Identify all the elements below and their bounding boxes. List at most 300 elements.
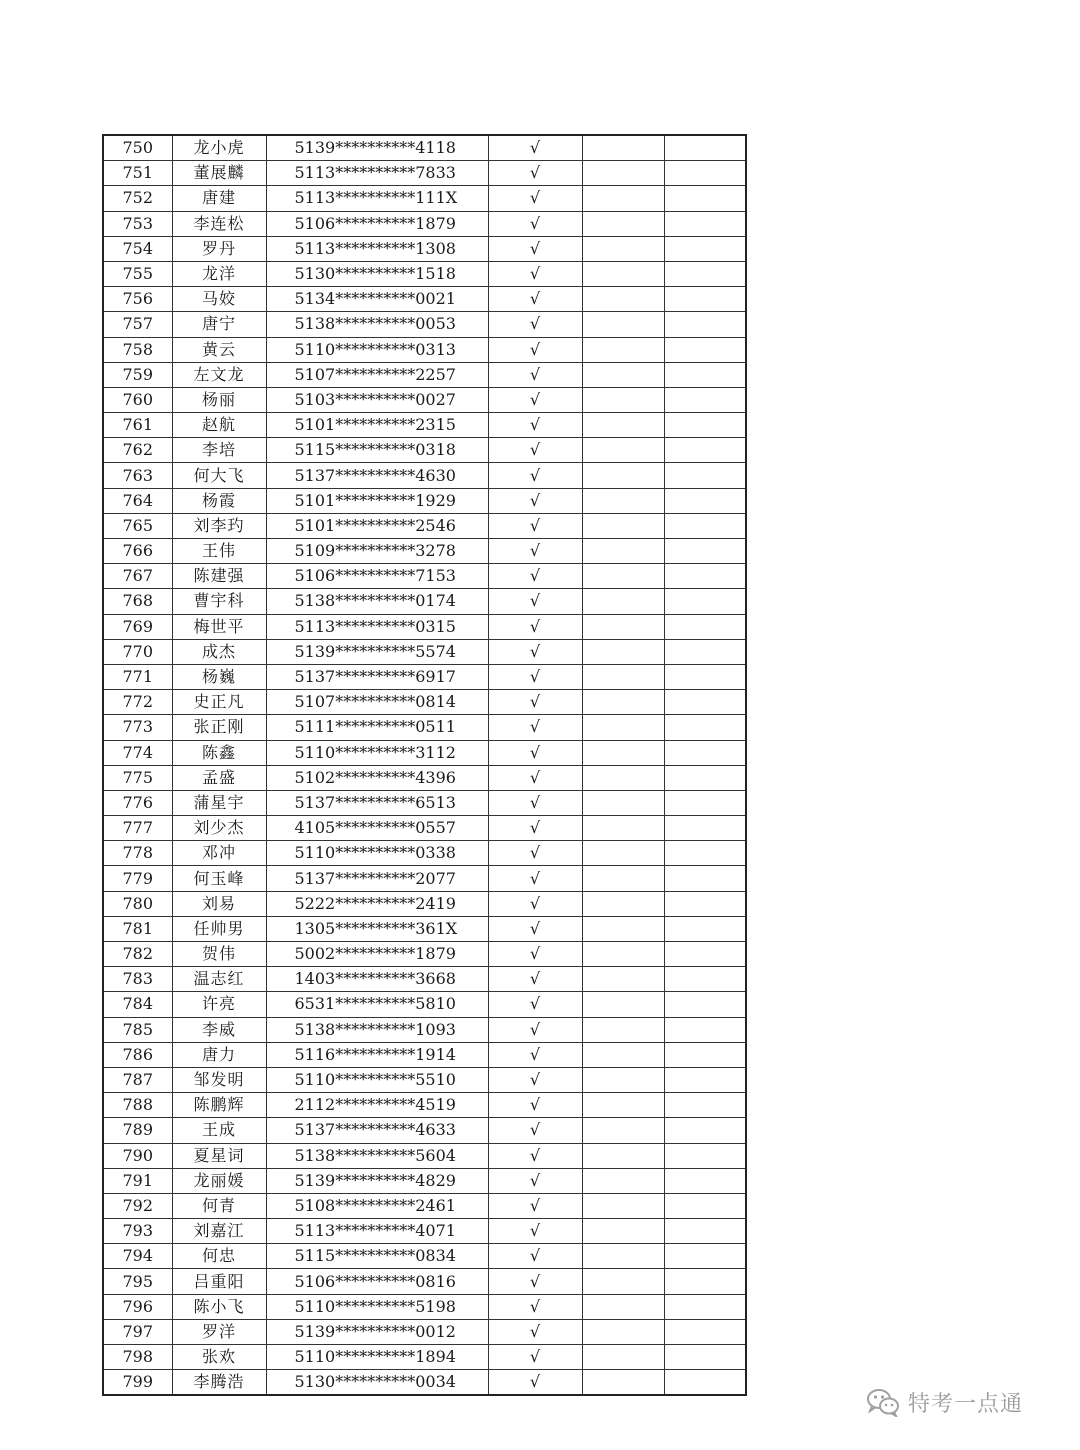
row-number: 795 xyxy=(103,1269,172,1294)
table-row xyxy=(103,942,746,967)
row-check-mark: √ xyxy=(488,1093,582,1118)
row-blank-cell xyxy=(582,236,664,261)
row-name: 温志红 xyxy=(172,967,266,992)
row-name: 陈鹏辉 xyxy=(172,1093,266,1118)
table-row xyxy=(103,362,746,387)
table-row xyxy=(103,1345,746,1370)
table-row xyxy=(103,1219,746,1244)
row-check-mark: √ xyxy=(488,1244,582,1269)
row-name: 许亮 xyxy=(172,992,266,1017)
table-row xyxy=(103,539,746,564)
row-check-mark: √ xyxy=(488,1042,582,1067)
row-id-number: 5110**********5198 xyxy=(266,1294,488,1319)
table-row xyxy=(103,841,746,866)
row-id-number: 5106**********1879 xyxy=(266,211,488,236)
row-number: 798 xyxy=(103,1345,172,1370)
table-row xyxy=(103,614,746,639)
row-name: 孟盛 xyxy=(172,765,266,790)
row-check-mark: √ xyxy=(488,1168,582,1193)
row-blank-cell xyxy=(582,1093,664,1118)
table-row xyxy=(103,186,746,211)
row-blank-cell xyxy=(664,261,746,286)
row-check-mark: √ xyxy=(488,1118,582,1143)
row-blank-cell xyxy=(582,362,664,387)
row-blank-cell xyxy=(664,916,746,941)
row-blank-cell xyxy=(582,261,664,286)
row-check-mark: √ xyxy=(488,816,582,841)
row-name: 陈建强 xyxy=(172,564,266,589)
row-name: 刘李玓 xyxy=(172,513,266,538)
row-id-number: 5130**********1518 xyxy=(266,261,488,286)
row-blank-cell xyxy=(582,1143,664,1168)
row-check-mark: √ xyxy=(488,1219,582,1244)
row-number: 777 xyxy=(103,816,172,841)
row-name: 黄云 xyxy=(172,337,266,362)
row-name: 邹发明 xyxy=(172,1067,266,1092)
row-id-number: 1403**********3668 xyxy=(266,967,488,992)
row-blank-cell xyxy=(582,891,664,916)
row-blank-cell xyxy=(582,312,664,337)
row-name: 赵航 xyxy=(172,413,266,438)
row-number: 786 xyxy=(103,1042,172,1067)
row-id-number: 5106**********7153 xyxy=(266,564,488,589)
row-check-mark: √ xyxy=(488,992,582,1017)
row-check-mark: √ xyxy=(488,589,582,614)
row-id-number: 5116**********1914 xyxy=(266,1042,488,1067)
row-name: 何青 xyxy=(172,1193,266,1218)
row-name: 李培 xyxy=(172,438,266,463)
row-blank-cell xyxy=(664,715,746,740)
row-check-mark: √ xyxy=(488,1067,582,1092)
row-number: 788 xyxy=(103,1093,172,1118)
row-number: 796 xyxy=(103,1294,172,1319)
row-blank-cell xyxy=(664,337,746,362)
row-check-mark: √ xyxy=(488,1345,582,1370)
row-number: 782 xyxy=(103,942,172,967)
watermark-text: 特考一点通 xyxy=(908,1391,1024,1417)
table-row xyxy=(103,413,746,438)
row-blank-cell xyxy=(664,891,746,916)
table-row xyxy=(103,1143,746,1168)
table-row xyxy=(103,916,746,941)
row-blank-cell xyxy=(664,1118,746,1143)
row-name: 陈鑫 xyxy=(172,740,266,765)
row-check-mark: √ xyxy=(488,664,582,689)
row-name: 何忠 xyxy=(172,1244,266,1269)
table-row xyxy=(103,992,746,1017)
row-name: 史正凡 xyxy=(172,690,266,715)
table-row xyxy=(103,1244,746,1269)
row-name: 龙丽媛 xyxy=(172,1168,266,1193)
row-blank-cell xyxy=(664,186,746,211)
row-blank-cell xyxy=(664,287,746,312)
row-id-number: 5002**********1879 xyxy=(266,942,488,967)
row-id-number: 5101**********2315 xyxy=(266,413,488,438)
table-row xyxy=(103,236,746,261)
row-number: 765 xyxy=(103,513,172,538)
row-name: 邓冲 xyxy=(172,841,266,866)
row-blank-cell xyxy=(664,614,746,639)
row-id-number: 1305**********361X xyxy=(266,916,488,941)
row-name: 夏星词 xyxy=(172,1143,266,1168)
row-blank-cell xyxy=(582,337,664,362)
row-id-number: 5107**********2257 xyxy=(266,362,488,387)
row-name: 王成 xyxy=(172,1118,266,1143)
row-blank-cell xyxy=(664,992,746,1017)
row-id-number: 5110**********0338 xyxy=(266,841,488,866)
row-check-mark: √ xyxy=(488,387,582,412)
row-number: 754 xyxy=(103,236,172,261)
row-blank-cell xyxy=(664,135,746,161)
table-row xyxy=(103,664,746,689)
row-name: 曹宇科 xyxy=(172,589,266,614)
table-row xyxy=(103,161,746,186)
roster-table xyxy=(102,134,747,1396)
row-number: 769 xyxy=(103,614,172,639)
row-number: 785 xyxy=(103,1017,172,1042)
row-id-number: 5101**********2546 xyxy=(266,513,488,538)
row-number: 760 xyxy=(103,387,172,412)
row-number: 770 xyxy=(103,639,172,664)
row-check-mark: √ xyxy=(488,186,582,211)
table-row xyxy=(103,438,746,463)
row-number: 784 xyxy=(103,992,172,1017)
row-name: 王伟 xyxy=(172,539,266,564)
row-blank-cell xyxy=(664,387,746,412)
table-row xyxy=(103,513,746,538)
row-check-mark: √ xyxy=(488,967,582,992)
row-id-number: 5108**********2461 xyxy=(266,1193,488,1218)
row-check-mark: √ xyxy=(488,614,582,639)
row-number: 764 xyxy=(103,488,172,513)
row-blank-cell xyxy=(582,690,664,715)
row-blank-cell xyxy=(664,589,746,614)
row-blank-cell xyxy=(582,639,664,664)
row-check-mark: √ xyxy=(488,765,582,790)
row-blank-cell xyxy=(664,1294,746,1319)
table-row xyxy=(103,765,746,790)
row-blank-cell xyxy=(664,236,746,261)
row-number: 774 xyxy=(103,740,172,765)
row-check-mark: √ xyxy=(488,236,582,261)
row-check-mark: √ xyxy=(488,916,582,941)
row-blank-cell xyxy=(582,740,664,765)
row-id-number: 5110**********0313 xyxy=(266,337,488,362)
table-row xyxy=(103,1042,746,1067)
row-blank-cell xyxy=(664,664,746,689)
row-name: 梅世平 xyxy=(172,614,266,639)
table-row xyxy=(103,1193,746,1218)
table-row xyxy=(103,387,746,412)
row-id-number: 5110**********5510 xyxy=(266,1067,488,1092)
row-number: 768 xyxy=(103,589,172,614)
row-blank-cell xyxy=(582,564,664,589)
row-id-number: 5138**********1093 xyxy=(266,1017,488,1042)
row-number: 750 xyxy=(103,135,172,161)
row-check-mark: √ xyxy=(488,463,582,488)
row-blank-cell xyxy=(664,790,746,815)
row-id-number: 5139**********0012 xyxy=(266,1319,488,1344)
row-blank-cell xyxy=(582,916,664,941)
row-blank-cell xyxy=(582,1244,664,1269)
row-check-mark: √ xyxy=(488,135,582,161)
table-row xyxy=(103,1319,746,1344)
row-blank-cell xyxy=(664,1168,746,1193)
row-id-number: 5107**********0814 xyxy=(266,690,488,715)
row-name: 龙洋 xyxy=(172,261,266,286)
row-number: 780 xyxy=(103,891,172,916)
table-row xyxy=(103,690,746,715)
row-blank-cell xyxy=(582,1067,664,1092)
row-number: 751 xyxy=(103,161,172,186)
row-name: 杨巍 xyxy=(172,664,266,689)
table-row xyxy=(103,337,746,362)
row-number: 797 xyxy=(103,1319,172,1344)
row-blank-cell xyxy=(582,942,664,967)
row-blank-cell xyxy=(664,1319,746,1344)
row-number: 793 xyxy=(103,1219,172,1244)
row-id-number: 5106**********0816 xyxy=(266,1269,488,1294)
row-id-number: 5110**********3112 xyxy=(266,740,488,765)
row-id-number: 5138**********5604 xyxy=(266,1143,488,1168)
row-check-mark: √ xyxy=(488,1143,582,1168)
row-name: 唐宁 xyxy=(172,312,266,337)
row-blank-cell xyxy=(582,1370,664,1396)
row-blank-cell xyxy=(664,564,746,589)
row-name: 左文龙 xyxy=(172,362,266,387)
table-row xyxy=(103,740,746,765)
row-blank-cell xyxy=(582,614,664,639)
row-number: 799 xyxy=(103,1370,172,1396)
row-number: 757 xyxy=(103,312,172,337)
row-blank-cell xyxy=(664,413,746,438)
row-number: 753 xyxy=(103,211,172,236)
row-name: 成杰 xyxy=(172,639,266,664)
row-name: 唐建 xyxy=(172,186,266,211)
row-blank-cell xyxy=(664,513,746,538)
row-name: 杨丽 xyxy=(172,387,266,412)
row-number: 773 xyxy=(103,715,172,740)
row-blank-cell xyxy=(582,287,664,312)
row-id-number: 5137**********4630 xyxy=(266,463,488,488)
row-blank-cell xyxy=(664,1219,746,1244)
row-number: 783 xyxy=(103,967,172,992)
table-row xyxy=(103,1017,746,1042)
row-number: 771 xyxy=(103,664,172,689)
row-number: 756 xyxy=(103,287,172,312)
row-number: 791 xyxy=(103,1168,172,1193)
row-check-mark: √ xyxy=(488,438,582,463)
row-blank-cell xyxy=(582,816,664,841)
row-check-mark: √ xyxy=(488,942,582,967)
row-blank-cell xyxy=(664,1093,746,1118)
row-name: 何玉峰 xyxy=(172,866,266,891)
row-name: 任帅男 xyxy=(172,916,266,941)
row-blank-cell xyxy=(664,1042,746,1067)
row-blank-cell xyxy=(664,362,746,387)
row-number: 752 xyxy=(103,186,172,211)
row-blank-cell xyxy=(582,488,664,513)
row-id-number: 5102**********4396 xyxy=(266,765,488,790)
row-id-number: 5222**********2419 xyxy=(266,891,488,916)
row-check-mark: √ xyxy=(488,312,582,337)
row-name: 罗丹 xyxy=(172,236,266,261)
row-blank-cell xyxy=(582,1319,664,1344)
table-row xyxy=(103,639,746,664)
row-name: 李腾浩 xyxy=(172,1370,266,1396)
row-check-mark: √ xyxy=(488,513,582,538)
row-check-mark: √ xyxy=(488,715,582,740)
row-id-number: 5137**********6513 xyxy=(266,790,488,815)
row-blank-cell xyxy=(664,211,746,236)
row-blank-cell xyxy=(582,992,664,1017)
row-id-number: 5115**********0834 xyxy=(266,1244,488,1269)
row-check-mark: √ xyxy=(488,261,582,286)
row-check-mark: √ xyxy=(488,790,582,815)
table-row xyxy=(103,488,746,513)
row-check-mark: √ xyxy=(488,891,582,916)
row-blank-cell xyxy=(582,387,664,412)
wechat-icon xyxy=(866,1387,900,1417)
row-name: 刘少杰 xyxy=(172,816,266,841)
row-name: 贺伟 xyxy=(172,942,266,967)
row-blank-cell xyxy=(664,942,746,967)
row-blank-cell xyxy=(582,1269,664,1294)
row-number: 762 xyxy=(103,438,172,463)
row-check-mark: √ xyxy=(488,740,582,765)
table-row xyxy=(103,312,746,337)
row-id-number: 5138**********0053 xyxy=(266,312,488,337)
row-id-number: 5110**********1894 xyxy=(266,1345,488,1370)
table-row xyxy=(103,715,746,740)
table-row xyxy=(103,1067,746,1092)
row-blank-cell xyxy=(582,1042,664,1067)
row-id-number: 5139**********4829 xyxy=(266,1168,488,1193)
row-blank-cell xyxy=(664,639,746,664)
row-blank-cell xyxy=(582,186,664,211)
table-row xyxy=(103,589,746,614)
watermark xyxy=(866,1385,1023,1419)
row-blank-cell xyxy=(664,1244,746,1269)
row-id-number: 6531**********5810 xyxy=(266,992,488,1017)
row-blank-cell xyxy=(664,1370,746,1396)
row-id-number: 5139**********5574 xyxy=(266,639,488,664)
row-check-mark: √ xyxy=(488,287,582,312)
table-row xyxy=(103,261,746,286)
row-blank-cell xyxy=(582,1294,664,1319)
row-blank-cell xyxy=(582,715,664,740)
row-number: 763 xyxy=(103,463,172,488)
row-blank-cell xyxy=(664,1017,746,1042)
row-blank-cell xyxy=(582,589,664,614)
row-name: 杨霞 xyxy=(172,488,266,513)
row-id-number: 5134**********0021 xyxy=(266,287,488,312)
row-id-number: 5113**********111X xyxy=(266,186,488,211)
row-id-number: 5137**********6917 xyxy=(266,664,488,689)
row-id-number: 5137**********2077 xyxy=(266,866,488,891)
row-blank-cell xyxy=(582,841,664,866)
table-row xyxy=(103,135,746,161)
row-check-mark: √ xyxy=(488,362,582,387)
row-name: 李威 xyxy=(172,1017,266,1042)
row-blank-cell xyxy=(582,866,664,891)
row-blank-cell xyxy=(582,790,664,815)
row-number: 766 xyxy=(103,539,172,564)
row-blank-cell xyxy=(664,690,746,715)
row-blank-cell xyxy=(582,765,664,790)
table-row xyxy=(103,1168,746,1193)
row-number: 772 xyxy=(103,690,172,715)
table-row xyxy=(103,866,746,891)
row-blank-cell xyxy=(664,1067,746,1092)
row-id-number: 5130**********0034 xyxy=(266,1370,488,1396)
row-blank-cell xyxy=(582,539,664,564)
row-blank-cell xyxy=(664,740,746,765)
row-name: 吕重阳 xyxy=(172,1269,266,1294)
row-blank-cell xyxy=(582,438,664,463)
table-row xyxy=(103,1269,746,1294)
row-number: 775 xyxy=(103,765,172,790)
row-check-mark: √ xyxy=(488,1269,582,1294)
row-blank-cell xyxy=(582,1219,664,1244)
row-name: 李连松 xyxy=(172,211,266,236)
row-name: 蒲星宇 xyxy=(172,790,266,815)
row-name: 张欢 xyxy=(172,1345,266,1370)
row-check-mark: √ xyxy=(488,1017,582,1042)
table-row xyxy=(103,287,746,312)
row-blank-cell xyxy=(582,161,664,186)
table-row xyxy=(103,564,746,589)
row-blank-cell xyxy=(664,816,746,841)
row-blank-cell xyxy=(664,1269,746,1294)
row-blank-cell xyxy=(582,211,664,236)
row-number: 787 xyxy=(103,1067,172,1092)
row-check-mark: √ xyxy=(488,1193,582,1218)
row-check-mark: √ xyxy=(488,337,582,362)
row-id-number: 5111**********0511 xyxy=(266,715,488,740)
table-row xyxy=(103,1118,746,1143)
roster-body xyxy=(103,135,746,1395)
row-blank-cell xyxy=(664,463,746,488)
row-number: 790 xyxy=(103,1143,172,1168)
row-name: 龙小虎 xyxy=(172,135,266,161)
row-number: 758 xyxy=(103,337,172,362)
row-check-mark: √ xyxy=(488,564,582,589)
row-number: 792 xyxy=(103,1193,172,1218)
row-blank-cell xyxy=(582,1168,664,1193)
row-id-number: 5113**********4071 xyxy=(266,1219,488,1244)
table-row xyxy=(103,463,746,488)
row-id-number: 5138**********0174 xyxy=(266,589,488,614)
row-blank-cell xyxy=(582,1193,664,1218)
table-row xyxy=(103,891,746,916)
row-check-mark: √ xyxy=(488,1319,582,1344)
row-check-mark: √ xyxy=(488,690,582,715)
row-id-number: 2112**********4519 xyxy=(266,1093,488,1118)
row-number: 767 xyxy=(103,564,172,589)
row-name: 董展麟 xyxy=(172,161,266,186)
row-check-mark: √ xyxy=(488,161,582,186)
row-check-mark: √ xyxy=(488,413,582,438)
row-number: 759 xyxy=(103,362,172,387)
row-id-number: 5109**********3278 xyxy=(266,539,488,564)
row-blank-cell xyxy=(664,161,746,186)
row-blank-cell xyxy=(582,967,664,992)
row-blank-cell xyxy=(664,1345,746,1370)
table-row xyxy=(103,1294,746,1319)
row-number: 789 xyxy=(103,1118,172,1143)
row-id-number: 5137**********4633 xyxy=(266,1118,488,1143)
